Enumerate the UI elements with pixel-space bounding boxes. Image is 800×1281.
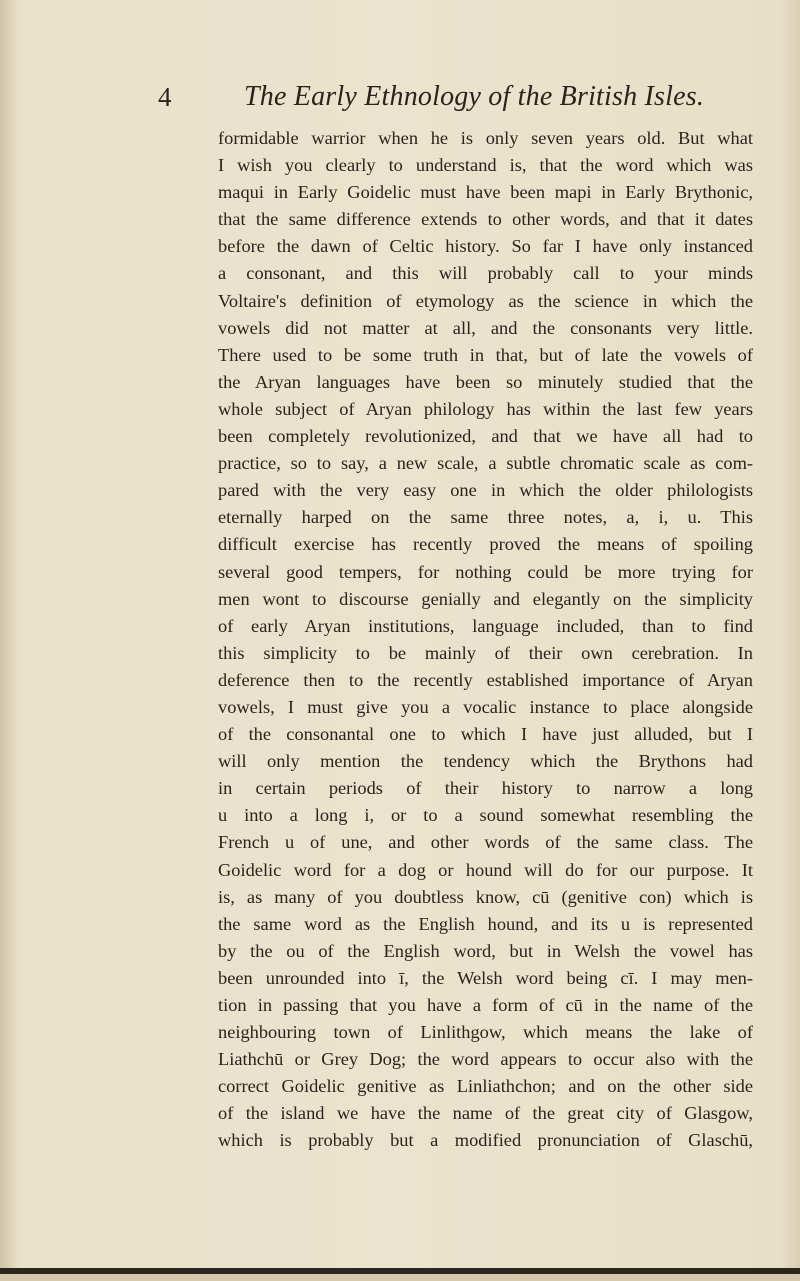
text-line: deference then to the recently established importance of Aryan: [218, 669, 753, 690]
text-line: vowels, I must give you a vocalic instance to place alongside: [218, 696, 753, 717]
text-line: neighbouring town of Linlithgow, which means the lake of: [218, 1022, 753, 1043]
text-line: the Aryan languages have been so minutely studied that the: [218, 371, 753, 392]
text-line: been completely revolutionized, and that we have all had to: [218, 426, 753, 447]
text-line: the same word as the English hound, and its u is represented: [218, 913, 753, 934]
text-line: Voltaire's definition of etymology as the science in which the: [218, 290, 753, 311]
text-line: in certain periods of their history to narrow a long: [218, 778, 753, 799]
text-line: before the dawn of Celtic history. So far I have only instanced: [218, 236, 753, 257]
text-line: formidable warrior when he is only seven years old. But what: [218, 128, 753, 148]
text-line: Goidelic word for a dog or hound will do for our purpose. It: [218, 859, 753, 880]
scan-bottom-strip: [0, 1274, 800, 1281]
running-head: [0, 82, 800, 122]
text-line: by the ou of the English word, but in Welsh the vowel has: [218, 940, 753, 961]
text-line: of early Aryan institutions, language included, than to find: [218, 615, 753, 636]
text-line: of the island we have the name of the great city of Glasgow,: [218, 1103, 753, 1124]
text-line: is, as many of you doubtless know, cū (genitive con) which is: [218, 886, 753, 907]
text-line: I wish you clearly to understand is, that the word which was: [218, 155, 753, 176]
text-line: maqui in Early Goidelic must have been mapi in Early Brythonic,: [218, 182, 753, 203]
text-line: French u of une, and other words of the same class. The: [218, 832, 753, 853]
text-line: correct Goidelic genitive as Linliathchon; and on the other side: [218, 1076, 753, 1097]
text-line: of the consonantal one to which I have just alluded, but I: [218, 724, 753, 745]
text-line: eternally harped on the same three notes, a, i, u. This: [218, 507, 753, 528]
text-line: pared with the very easy one in which the older philologists: [218, 480, 753, 501]
text-line: will only mention the tendency which the Brythons had: [218, 751, 753, 772]
text-line: that the same difference extends to other words, and that it dates: [218, 209, 753, 230]
running-title: The Early Ethnology of the British Isles.: [244, 81, 705, 112]
text-line: u into a long i, or to a sound somewhat resembling the: [218, 805, 753, 826]
text-line: practice, so to say, a new scale, a subtle chromatic scale as com-: [218, 453, 753, 474]
text-line: several good tempers, for nothing could be more trying for: [218, 561, 753, 582]
text-line: tion in passing that you have a form of cū in the name of the: [218, 995, 753, 1015]
text-line: whole subject of Aryan philology has within the last few years: [218, 398, 753, 419]
page-gutter-edge: [0, 0, 14, 1281]
page-number: 4: [158, 82, 172, 112]
text-line: vowels did not matter at all, and the consonants very little.: [218, 317, 753, 338]
text-line: There used to be some truth in that, but of late the vowels of: [218, 344, 753, 365]
text-line: Liathchū or Grey Dog; the word appears to occur also with the: [218, 1049, 753, 1070]
text-line: this simplicity to be mainly of their own cerebration. In: [218, 642, 753, 663]
body-paragraph: [218, 125, 753, 1155]
text-line: been unrounded into ī, the Welsh word being cī. I may men-: [218, 967, 753, 988]
text-line: a consonant, and this will probably call to your minds: [218, 263, 753, 284]
text-line: which is probably but a modified pronunciation of Glaschū,: [218, 1130, 753, 1151]
text-line: difficult exercise has recently proved the means of spoiling: [218, 534, 753, 555]
text-line: men wont to discourse genially and elegantly on the simplicity: [218, 588, 753, 609]
